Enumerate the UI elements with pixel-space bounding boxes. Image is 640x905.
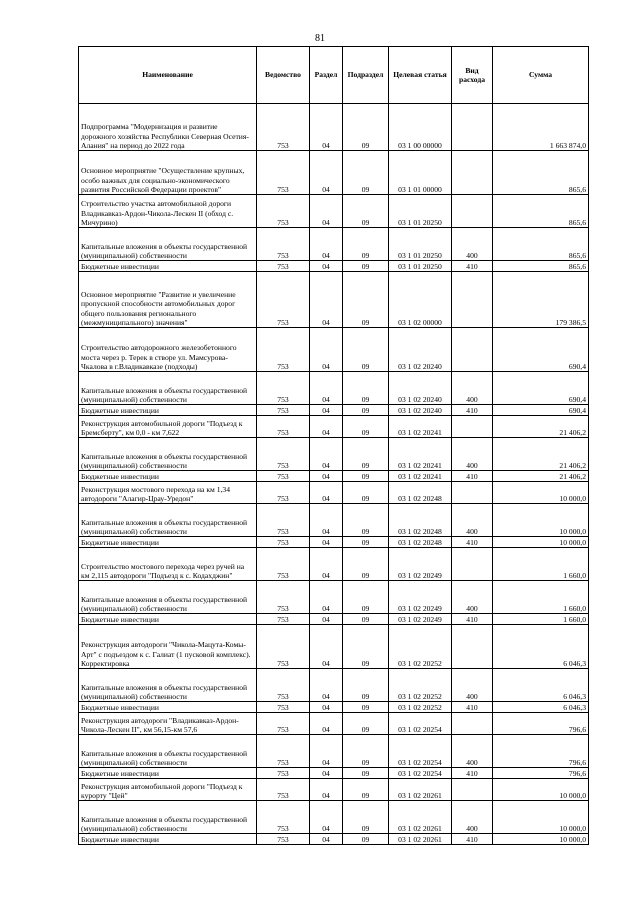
- cell-department: 753: [257, 482, 310, 504]
- cell-department: 753: [257, 625, 310, 669]
- cell-expense-type: 400: [452, 581, 493, 614]
- cell-name: Бюджетные инвестиции: [79, 614, 257, 625]
- cell-expense-type: 410: [452, 537, 493, 548]
- cell-subsection: 09: [343, 625, 389, 669]
- cell-sum: 690,4: [493, 328, 589, 372]
- page-number: 81: [315, 33, 325, 44]
- cell-sum: 21 406,2: [493, 416, 589, 438]
- cell-subsection: 09: [343, 537, 389, 548]
- cell-target-article: 03 1 02 20254: [389, 713, 452, 735]
- cell-target-article: 03 1 02 20248: [389, 537, 452, 548]
- cell-target-article: 03 1 02 20248: [389, 482, 452, 504]
- cell-section: 04: [310, 228, 343, 261]
- cell-target-article: 03 1 02 00000: [389, 272, 452, 328]
- cell-subsection: 09: [343, 548, 389, 581]
- table-row: [79, 504, 589, 537]
- cell-name: Реконструкция автомобильной дороги "Подъезд к Бремсберту", км 0,0 - км 7,622: [79, 416, 257, 438]
- cell-name: Бюджетные инвестиции: [79, 537, 257, 548]
- cell-subsection: 09: [343, 801, 389, 834]
- cell-department: 753: [257, 581, 310, 614]
- cell-department: 753: [257, 151, 310, 195]
- table-header-row: [79, 47, 589, 104]
- cell-target-article: 03 1 00 00000: [389, 104, 452, 151]
- cell-name: Реконструкция автодороги "Владикавказ-Ардон-Чикола-Лескен II", км 56,15-км 57,6: [79, 713, 257, 735]
- table-row: [79, 272, 589, 328]
- cell-expense-type: [452, 548, 493, 581]
- cell-department: 753: [257, 669, 310, 702]
- cell-target-article: 03 1 02 20241: [389, 471, 452, 482]
- cell-expense-type: 400: [452, 735, 493, 768]
- cell-section: 04: [310, 735, 343, 768]
- cell-target-article: 03 1 01 20250: [389, 228, 452, 261]
- cell-department: 753: [257, 272, 310, 328]
- cell-department: 753: [257, 537, 310, 548]
- cell-name: Подпрограмма "Модернизация и развитие дорожного хозяйства Республики Северная Осетия-Алания" на период до 2022 года: [79, 104, 257, 151]
- table-row: [79, 104, 589, 151]
- cell-target-article: 03 1 01 00000: [389, 151, 452, 195]
- cell-name: Бюджетные инвестиции: [79, 471, 257, 482]
- cell-target-article: 03 1 02 20252: [389, 702, 452, 713]
- cell-name: Капитальные вложения в объекты государственной (муниципальной) собственности: [79, 801, 257, 834]
- cell-section: 04: [310, 614, 343, 625]
- cell-name: Капитальные вложения в объекты государственной (муниципальной) собственности: [79, 504, 257, 537]
- cell-section: 04: [310, 471, 343, 482]
- cell-department: 753: [257, 614, 310, 625]
- table-row: [79, 261, 589, 272]
- cell-section: 04: [310, 151, 343, 195]
- cell-sum: 10 000,0: [493, 834, 589, 845]
- cell-department: 753: [257, 702, 310, 713]
- cell-sum: 1 660,0: [493, 548, 589, 581]
- cell-name: Бюджетные инвестиции: [79, 834, 257, 845]
- cell-section: 04: [310, 504, 343, 537]
- cell-department: 753: [257, 372, 310, 405]
- header-sum: Сумма: [493, 47, 589, 104]
- cell-name: Бюджетные инвестиции: [79, 261, 257, 272]
- cell-target-article: 03 1 02 20241: [389, 438, 452, 471]
- cell-subsection: 09: [343, 735, 389, 768]
- table-row: [79, 713, 589, 735]
- cell-subsection: 09: [343, 669, 389, 702]
- cell-target-article: 03 1 02 20252: [389, 625, 452, 669]
- cell-name: Строительство автодорожного железобетонного моста через р. Терек в створе ул. Мамсурова-Чкалова в г.Владикавказе (подходы): [79, 328, 257, 372]
- cell-section: 04: [310, 713, 343, 735]
- table-row: [79, 625, 589, 669]
- cell-name: Капитальные вложения в объекты государственной (муниципальной) собственности: [79, 581, 257, 614]
- cell-subsection: 09: [343, 151, 389, 195]
- cell-section: 04: [310, 801, 343, 834]
- cell-subsection: 09: [343, 104, 389, 151]
- cell-subsection: 09: [343, 372, 389, 405]
- cell-department: 753: [257, 195, 310, 228]
- cell-section: 04: [310, 702, 343, 713]
- cell-subsection: 09: [343, 482, 389, 504]
- cell-expense-type: [452, 482, 493, 504]
- table-row: [79, 471, 589, 482]
- table-row: [79, 735, 589, 768]
- cell-department: 753: [257, 261, 310, 272]
- cell-target-article: 03 1 02 20254: [389, 735, 452, 768]
- cell-expense-type: 400: [452, 504, 493, 537]
- header-section: Раздел: [310, 47, 343, 104]
- cell-target-article: 03 1 02 20240: [389, 372, 452, 405]
- cell-department: 753: [257, 405, 310, 416]
- cell-sum: 10 000,0: [493, 801, 589, 834]
- cell-target-article: 03 1 02 20241: [389, 416, 452, 438]
- cell-sum: 6 046,3: [493, 669, 589, 702]
- table-row: [79, 779, 589, 801]
- cell-sum: 796,6: [493, 713, 589, 735]
- cell-name: Капитальные вложения в объекты государственной (муниципальной) собственности: [79, 372, 257, 405]
- cell-department: 753: [257, 713, 310, 735]
- cell-sum: 179 386,5: [493, 272, 589, 328]
- cell-section: 04: [310, 405, 343, 416]
- cell-target-article: 03 1 02 20252: [389, 669, 452, 702]
- cell-name: Капитальные вложения в объекты государственной (муниципальной) собственности: [79, 228, 257, 261]
- cell-subsection: 09: [343, 195, 389, 228]
- table-row: [79, 438, 589, 471]
- cell-expense-type: [452, 779, 493, 801]
- cell-sum: 1 660,0: [493, 581, 589, 614]
- table-row: [79, 834, 589, 845]
- cell-expense-type: 400: [452, 438, 493, 471]
- cell-section: 04: [310, 625, 343, 669]
- cell-expense-type: [452, 195, 493, 228]
- cell-expense-type: [452, 104, 493, 151]
- cell-department: 753: [257, 416, 310, 438]
- cell-subsection: 09: [343, 438, 389, 471]
- budget-table: [78, 46, 589, 845]
- cell-department: 753: [257, 328, 310, 372]
- cell-expense-type: [452, 272, 493, 328]
- cell-department: 753: [257, 768, 310, 779]
- cell-name: Реконструкция мостового перехода на км 1,34 автодороги "Алагир-Црау-Уредон": [79, 482, 257, 504]
- cell-name: Реконструкция автодороги "Чикола-Мацута-Комы-Арт" с подъездом к с. Галиат (1 пусковой комплекс). Корректировка: [79, 625, 257, 669]
- cell-subsection: 09: [343, 272, 389, 328]
- table-row: [79, 405, 589, 416]
- cell-expense-type: 400: [452, 669, 493, 702]
- cell-target-article: 03 1 02 20261: [389, 779, 452, 801]
- cell-section: 04: [310, 328, 343, 372]
- cell-section: 04: [310, 104, 343, 151]
- table-row: [79, 195, 589, 228]
- cell-expense-type: [452, 713, 493, 735]
- cell-department: 753: [257, 471, 310, 482]
- cell-department: 753: [257, 779, 310, 801]
- cell-name: Капитальные вложения в объекты государственной (муниципальной) собственности: [79, 438, 257, 471]
- cell-target-article: 03 1 02 20254: [389, 768, 452, 779]
- cell-sum: 690,4: [493, 405, 589, 416]
- cell-sum: 865,6: [493, 195, 589, 228]
- cell-name: Капитальные вложения в объекты государственной (муниципальной) собственности: [79, 735, 257, 768]
- cell-sum: 10 000,0: [493, 482, 589, 504]
- cell-sum: 21 406,2: [493, 438, 589, 471]
- cell-expense-type: [452, 151, 493, 195]
- cell-department: 753: [257, 548, 310, 581]
- cell-expense-type: 400: [452, 228, 493, 261]
- cell-sum: 10 000,0: [493, 504, 589, 537]
- cell-section: 04: [310, 669, 343, 702]
- cell-subsection: 09: [343, 405, 389, 416]
- cell-department: 753: [257, 104, 310, 151]
- cell-expense-type: 400: [452, 801, 493, 834]
- table-row: [79, 416, 589, 438]
- cell-name: Реконструкция автомобильной дороги "Подъезд к курорту "Цей": [79, 779, 257, 801]
- cell-subsection: 09: [343, 834, 389, 845]
- cell-sum: 865,6: [493, 261, 589, 272]
- cell-target-article: 03 1 02 20249: [389, 548, 452, 581]
- table-row: [79, 614, 589, 625]
- cell-sum: 21 406,2: [493, 471, 589, 482]
- cell-target-article: 03 1 01 20250: [389, 195, 452, 228]
- cell-section: 04: [310, 548, 343, 581]
- cell-target-article: 03 1 02 20249: [389, 581, 452, 614]
- cell-name: Бюджетные инвестиции: [79, 702, 257, 713]
- cell-department: 753: [257, 735, 310, 768]
- cell-target-article: 03 1 02 20240: [389, 328, 452, 372]
- cell-department: 753: [257, 228, 310, 261]
- cell-department: 753: [257, 504, 310, 537]
- table-row: [79, 669, 589, 702]
- cell-subsection: 09: [343, 504, 389, 537]
- cell-sum: 1 663 874,0: [493, 104, 589, 151]
- cell-expense-type: 410: [452, 261, 493, 272]
- table-row: [79, 581, 589, 614]
- cell-section: 04: [310, 537, 343, 548]
- cell-sum: 10 000,0: [493, 779, 589, 801]
- cell-section: 04: [310, 834, 343, 845]
- cell-subsection: 09: [343, 228, 389, 261]
- cell-target-article: 03 1 02 20261: [389, 834, 452, 845]
- cell-section: 04: [310, 416, 343, 438]
- cell-sum: 796,6: [493, 735, 589, 768]
- cell-section: 04: [310, 372, 343, 405]
- cell-section: 04: [310, 779, 343, 801]
- cell-target-article: 03 1 01 20250: [389, 261, 452, 272]
- table-row: [79, 537, 589, 548]
- header-expense-type: Вид расхода: [452, 47, 493, 104]
- cell-sum: 690,4: [493, 372, 589, 405]
- table-row: [79, 482, 589, 504]
- cell-target-article: 03 1 02 20261: [389, 801, 452, 834]
- cell-section: 04: [310, 482, 343, 504]
- cell-name: Основное мероприятие "Осуществление крупных, особо важных для социально-экономического развития Российской Федерации проектов": [79, 151, 257, 195]
- cell-subsection: 09: [343, 416, 389, 438]
- cell-name: Капитальные вложения в объекты государственной (муниципальной) собственности: [79, 669, 257, 702]
- cell-subsection: 09: [343, 768, 389, 779]
- cell-name: Строительство мостового перехода через ручей на км 2,115 автодороги "Подъезд к с. Кодахджин": [79, 548, 257, 581]
- table-row: [79, 372, 589, 405]
- table-row: [79, 801, 589, 834]
- cell-expense-type: 410: [452, 405, 493, 416]
- cell-sum: 10 000,0: [493, 537, 589, 548]
- header-target-article: Целевая статья: [389, 47, 452, 104]
- cell-expense-type: [452, 416, 493, 438]
- cell-target-article: 03 1 02 20248: [389, 504, 452, 537]
- table-row: [79, 702, 589, 713]
- cell-name: Строительство участка автомобильной дороги Владикавказ-Ардон-Чикола-Лескен II (обход с. Мичурино): [79, 195, 257, 228]
- cell-sum: 1 660,0: [493, 614, 589, 625]
- header-department: Ведомство: [257, 47, 310, 104]
- cell-target-article: 03 1 02 20240: [389, 405, 452, 416]
- cell-expense-type: 400: [452, 372, 493, 405]
- cell-expense-type: 410: [452, 471, 493, 482]
- table-row: [79, 228, 589, 261]
- cell-section: 04: [310, 768, 343, 779]
- cell-expense-type: 410: [452, 834, 493, 845]
- table-row: [79, 548, 589, 581]
- header-name: Наименование: [79, 47, 257, 104]
- cell-department: 753: [257, 834, 310, 845]
- cell-subsection: 09: [343, 471, 389, 482]
- cell-target-article: 03 1 02 20249: [389, 614, 452, 625]
- cell-section: 04: [310, 261, 343, 272]
- cell-sum: 865,6: [493, 228, 589, 261]
- cell-department: 753: [257, 801, 310, 834]
- cell-section: 04: [310, 272, 343, 328]
- cell-sum: 6 046,3: [493, 625, 589, 669]
- cell-expense-type: [452, 328, 493, 372]
- cell-section: 04: [310, 438, 343, 471]
- cell-sum: 796,6: [493, 768, 589, 779]
- cell-expense-type: 410: [452, 702, 493, 713]
- cell-section: 04: [310, 581, 343, 614]
- cell-subsection: 09: [343, 779, 389, 801]
- cell-sum: 6 046,3: [493, 702, 589, 713]
- table-row: [79, 328, 589, 372]
- cell-subsection: 09: [343, 261, 389, 272]
- cell-subsection: 09: [343, 328, 389, 372]
- cell-subsection: 09: [343, 713, 389, 735]
- table-row: [79, 151, 589, 195]
- cell-expense-type: 410: [452, 614, 493, 625]
- cell-expense-type: 410: [452, 768, 493, 779]
- cell-expense-type: [452, 625, 493, 669]
- cell-subsection: 09: [343, 614, 389, 625]
- cell-name: Бюджетные инвестиции: [79, 768, 257, 779]
- cell-name: Основное мероприятие "Развитие и увеличение пропускной способности автомобильных дорог общего пользования регионального (межмуниципального) значения": [79, 272, 257, 328]
- table-body: [79, 104, 589, 845]
- cell-sum: 865,6: [493, 151, 589, 195]
- cell-department: 753: [257, 438, 310, 471]
- header-subsection: Подраздел: [343, 47, 389, 104]
- table-row: [79, 768, 589, 779]
- cell-subsection: 09: [343, 581, 389, 614]
- cell-name: Бюджетные инвестиции: [79, 405, 257, 416]
- cell-subsection: 09: [343, 702, 389, 713]
- cell-section: 04: [310, 195, 343, 228]
